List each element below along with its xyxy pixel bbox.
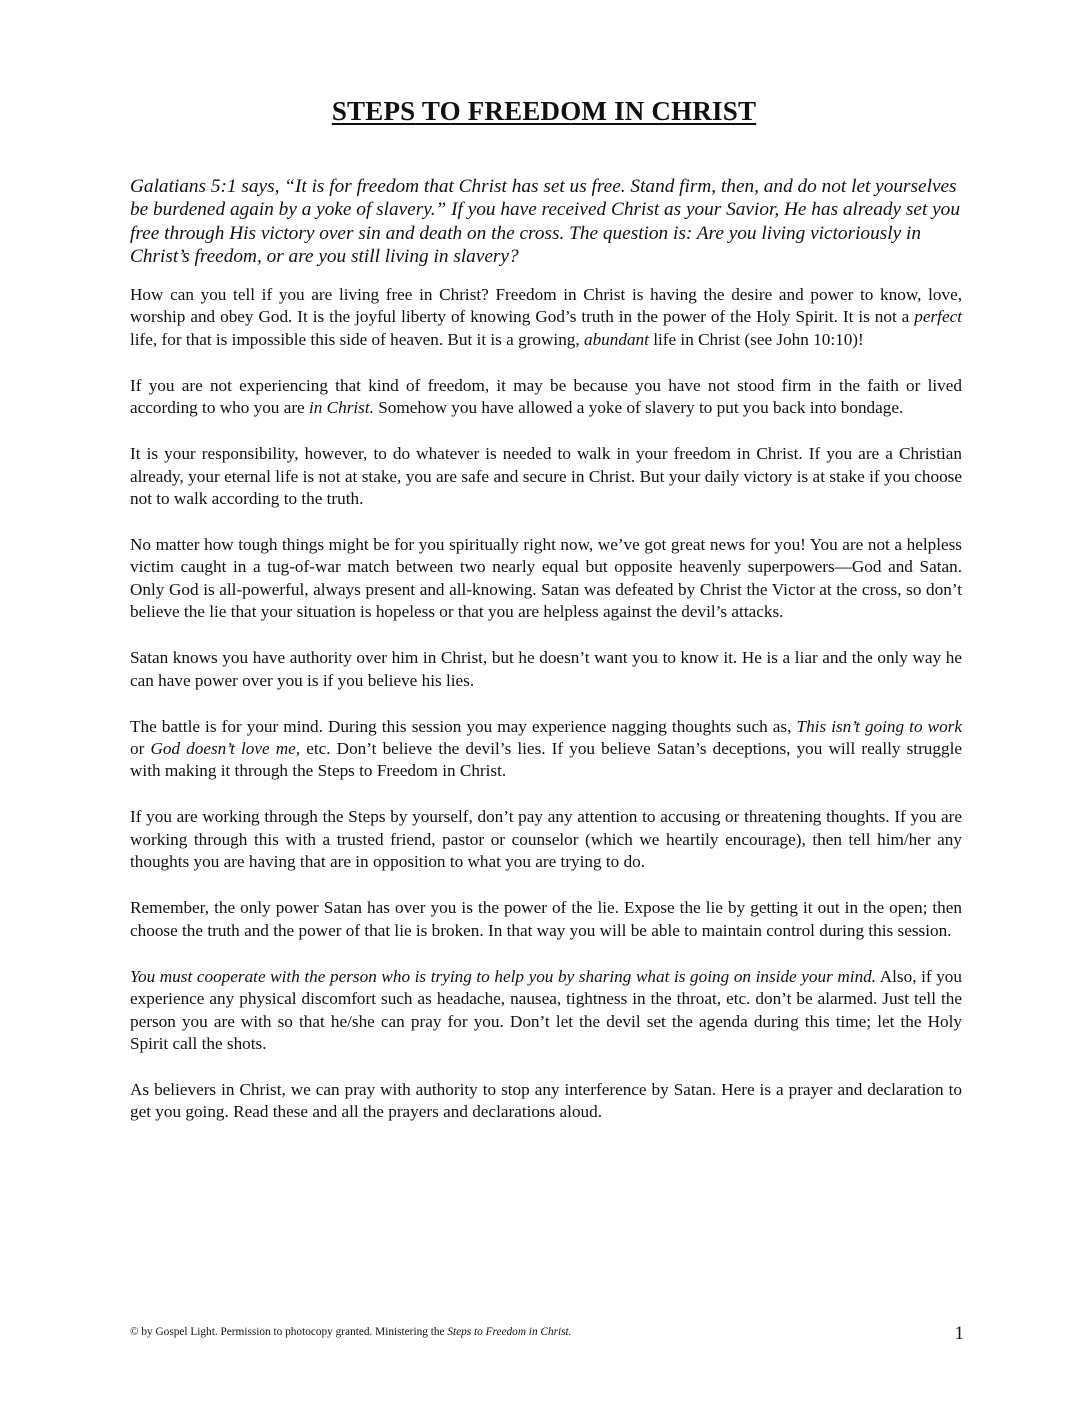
text-run: No matter how tough things might be for you spiritually right now, we’ve got great news for you! You are not a helpless victim caught in a tug-of-war match between two nearly equal but opposite heavenly superpowers—God and Satan. Only God is all-powerful, always present and all-knowing. Satan was defeated by Christ the Victor at the cross, so don’t believe the lie that your situation is hopeless or that you are helpless against the devil’s attacks.	[130, 535, 962, 622]
paragraph	[130, 534, 962, 624]
text-run: Also, if you experience any physical discomfort such as headache, nausea, tightness in the throat, etc. don’t be alarmed. Just tell the person you are with so that he/she can pray for you. Don’t let the devil set the agenda during this time; let the Holy Spirit call the shots.	[130, 966, 962, 1053]
paragraph	[130, 1079, 962, 1124]
text-run: Somehow you have allowed a yoke of slavery to put you back into bondage.	[373, 398, 904, 418]
text-run: etc. Don’t believe the devil’s lies. If you believe Satan’s deceptions, you will really struggle with making it through the Steps to Freedom in Christ.	[130, 739, 962, 781]
text-run: © by Gospel Light. Permission to photocopy granted. Ministering the	[130, 1326, 448, 1338]
text-run: How can you tell if you are living free in Christ? Freedom in Christ is having the desire and power to know, love, worship and obey God. It is the joyful liberty of knowing God’s truth in the power of the Holy Spirit. It is not a	[130, 285, 962, 327]
text-run: Galatians 5:1 says, “It is for freedom that Christ has set us free. Stand firm, then, and do not let yourselves be burdened again by a yoke of slavery.” If you have received Christ as your Savior, He has already set you free through His victory over sin and death on the cross. The question is: Are you living victoriously in Christ’s freedom, or are you still living in slavery?	[130, 176, 960, 268]
paragraph	[130, 966, 962, 1056]
italic-run: God doesn’t love me,	[150, 739, 301, 759]
text-run: Satan knows you have authority over him in Christ, but he doesn’t want you to know it. He is a liar and the only way he can have power over you is if you believe his lies.	[130, 648, 962, 690]
paragraph	[130, 375, 962, 420]
text-run: As believers in Christ, we can pray with authority to stop any interference by Satan. Here is a prayer and declaration to get you going. Read these and all the prayers and declarations aloud.	[130, 1079, 962, 1122]
text-run: If you are not experiencing that kind of freedom, it may be because you have not stood firm in the faith or lived according to who you are	[130, 375, 962, 418]
text-run: or	[130, 739, 151, 759]
paragraph	[130, 443, 962, 510]
paragraph	[130, 284, 962, 351]
text-run: life, for that is impossible this side of heaven. But it is a growing,	[130, 329, 584, 349]
document-title: STEPS TO FREEDOM IN CHRIST	[331, 96, 757, 126]
paragraph	[130, 647, 962, 692]
body-text	[130, 284, 962, 1147]
italic-run: abundant	[583, 329, 649, 349]
italic-run: perfect	[914, 307, 962, 327]
paragraph	[130, 806, 962, 873]
text-run: It is your responsibility, however, to do whatever is needed to walk in your freedom in Christ. If you are a Christian already, your eternal life is not at stake, you are safe and secure in Christ. But your daily victory is at stake if you choose not to walk according to the truth.	[130, 444, 962, 509]
intro-paragraph	[130, 175, 962, 269]
footer-copyright	[130, 1326, 572, 1338]
text-run: life in Christ (see John 10:10)!	[648, 329, 864, 349]
italic-run: Steps to Freedom in Christ.	[447, 1326, 572, 1338]
italic-run: This isn’t going to work	[796, 716, 962, 736]
paragraph	[130, 716, 962, 783]
paragraph	[130, 897, 962, 942]
page-number: 1	[954, 1323, 964, 1344]
italic-run: You must cooperate with the person who is trying to help you by sharing what is going on inside your mind.	[130, 966, 877, 986]
text-run: If you are working through the Steps by yourself, don’t pay any attention to accusing or threatening thoughts. If you are working through this with a trusted friend, pastor or counselor (which we heartily encourage), then tell him/her any thoughts you are having that are in opposition to what you are trying to do.	[130, 807, 962, 872]
text-run: The battle is for your mind. During this session you may experience nagging thoughts such as,	[130, 716, 797, 736]
text-run: Remember, the only power Satan has over you is the power of the lie. Expose the lie by getting it out in the open; then choose the truth and the power of that lie is broken. In that way you will be able to maintain control during this session.	[130, 898, 962, 940]
italic-run: in Christ.	[308, 398, 374, 418]
